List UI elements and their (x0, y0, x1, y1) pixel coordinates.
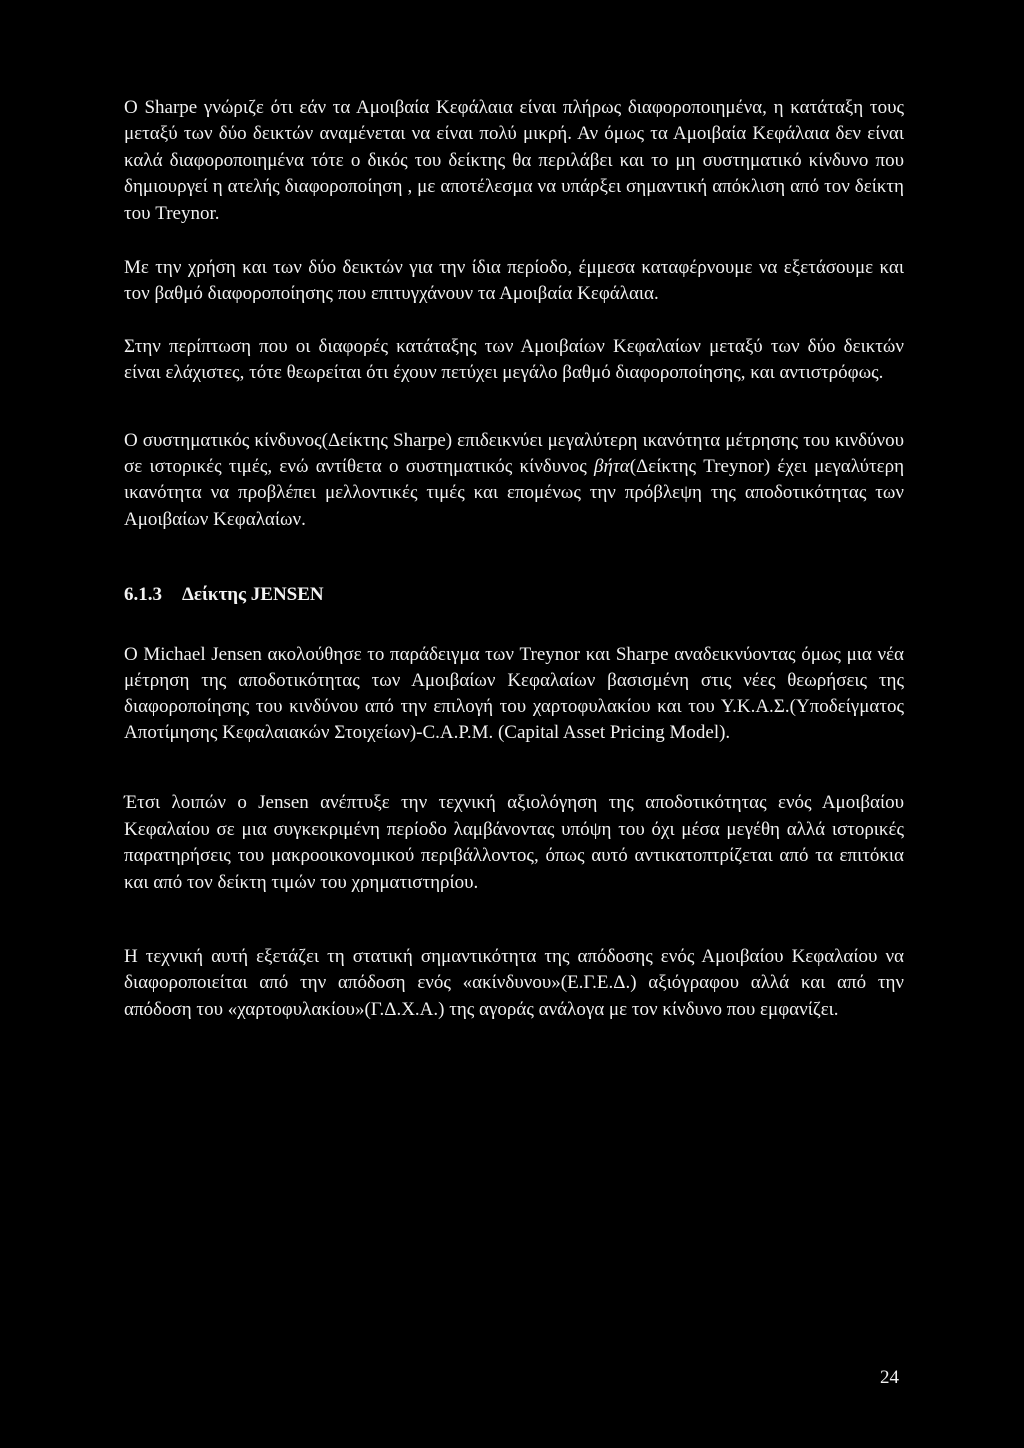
paragraph-systematic-risk-part2: (Δείκτης Treynor) έχει μεγαλύτερη ικανότητα να προβλέπει μελλοντικές τιμές και επομένως την πρόβλεψη της αποδοτικότητας των Αμοιβαίων Κεφαλαίων. (124, 456, 905, 530)
paragraph-systematic-risk (124, 428, 904, 534)
paragraph-ranking-differences: Στην περίπτωση που οι διαφορές κατάταξης των Αμοιβαίων Κεφαλαίων μεταξύ των δύο δεικτών είναι ελάχιστες, τότε θεωρείται ότι έχουν πετύχει μεγάλο βαθμό διαφοροποίησης, και αντιστρόφως. (124, 335, 904, 384)
page-number: 24 (880, 1367, 899, 1388)
paragraph-sharpe-diversification: Ο Sharpe γνώριζε ότι εάν τα Αμοιβαία Κεφάλαια είναι πλήρως διαφοροποιημένα, η κατάταξη τους μεταξύ των δύο δεικτών αναμένεται να είναι πολύ μικρή. Αν όμως τα Αμοιβαία Κεφάλαια δεν είναι καλά διαφοροποιημένα τότε ο δικός του δείκτης θα περιλάβει και το μη συστηματικό κίνδυνο που δημιουργεί η ατελής διαφοροποίηση , με αποτέλεσμα να υπάρξει σημαντική απόκλιση από τον δείκτη του Treynor. (124, 97, 904, 224)
paragraph-jensen-intro: Ο Michael Jensen ακολούθησε το παράδειγμα των Treynor και Sharpe αναδεικνύοντας όμως μια νέα μέτρηση της αποδοτικότητας των Αμοιβαίων Κεφαλαίων βασισμένη στις νέες θεωρήσεις της διαφοροποίησης του κινδύνου από την επιλογή του χαρτοφυλακίου και του Υ.Κ.Α.Σ.(Υποδείγματος Αποτίμησης Κεφαλαιακών Στοιχείων)-C.A.P.M. (Capital Asset Pricing Model). (124, 644, 904, 744)
document-page (124, 95, 904, 1023)
paragraph-jensen-technique: Έτσι λοιπών ο Jensen ανέπτυξε την τεχνική αξιολόγηση της αποδοτικότητας ενός Αμοιβαίου Κεφαλαίου σε μια συγκεκριμένη περίοδο λαμβάνοντας υπόψη του όχι μέσα μεγέθη αλλά ιστορικές παρατηρήσεις του μακροοικονομικού περιβάλλοντος, όπως αυτό αντικατοπτρίζεται από τα επιτόκια και από τον δείκτη τιμών του χρηματιστηρίου. (124, 792, 904, 893)
paragraph-statistical-significance: Η τεχνική αυτή εξετάζει τη στατική σημαντικότητα της απόδοσης ενός Αμοιβαίου Κεφαλαίου να διαφοροποιείται από την απόδοση ενός «ακίνδυνου»(Ε.Γ.Ε.Δ.) αξιόγραφου αλλά και από την απόδοση του «χαρτοφυλακίου»(Γ.Δ.Χ.Α.) της αγοράς ανάλογα με τον κίνδυνο που εμφανίζει. (124, 945, 904, 1020)
section-number: 6.1.3 (124, 584, 162, 606)
beta-italic-term: βήτα (594, 456, 630, 478)
section-title: Δείκτης JENSEN (182, 584, 324, 606)
section-heading-jensen (124, 582, 904, 608)
paragraph-both-indices: Με την χρήση και των δύο δεικτών για την ίδια περίοδο, έμμεσα καταφέρνουμε να εξετάσουμε και τον βαθμό διαφοροποίησης που επιτυγχάνουν τα Αμοιβαία Κεφάλαια. (124, 257, 904, 305)
paragraph-systematic-risk-part1: Ο συστηματικός κίνδυνος(Δείκτης Sharpe) επιδεικνύει μεγαλύτερη ικανότητα μέτρησης του κινδύνου σε ιστορικές τιμές, ενώ αντίθετα ο συστηματικός κίνδυνος (124, 429, 904, 478)
